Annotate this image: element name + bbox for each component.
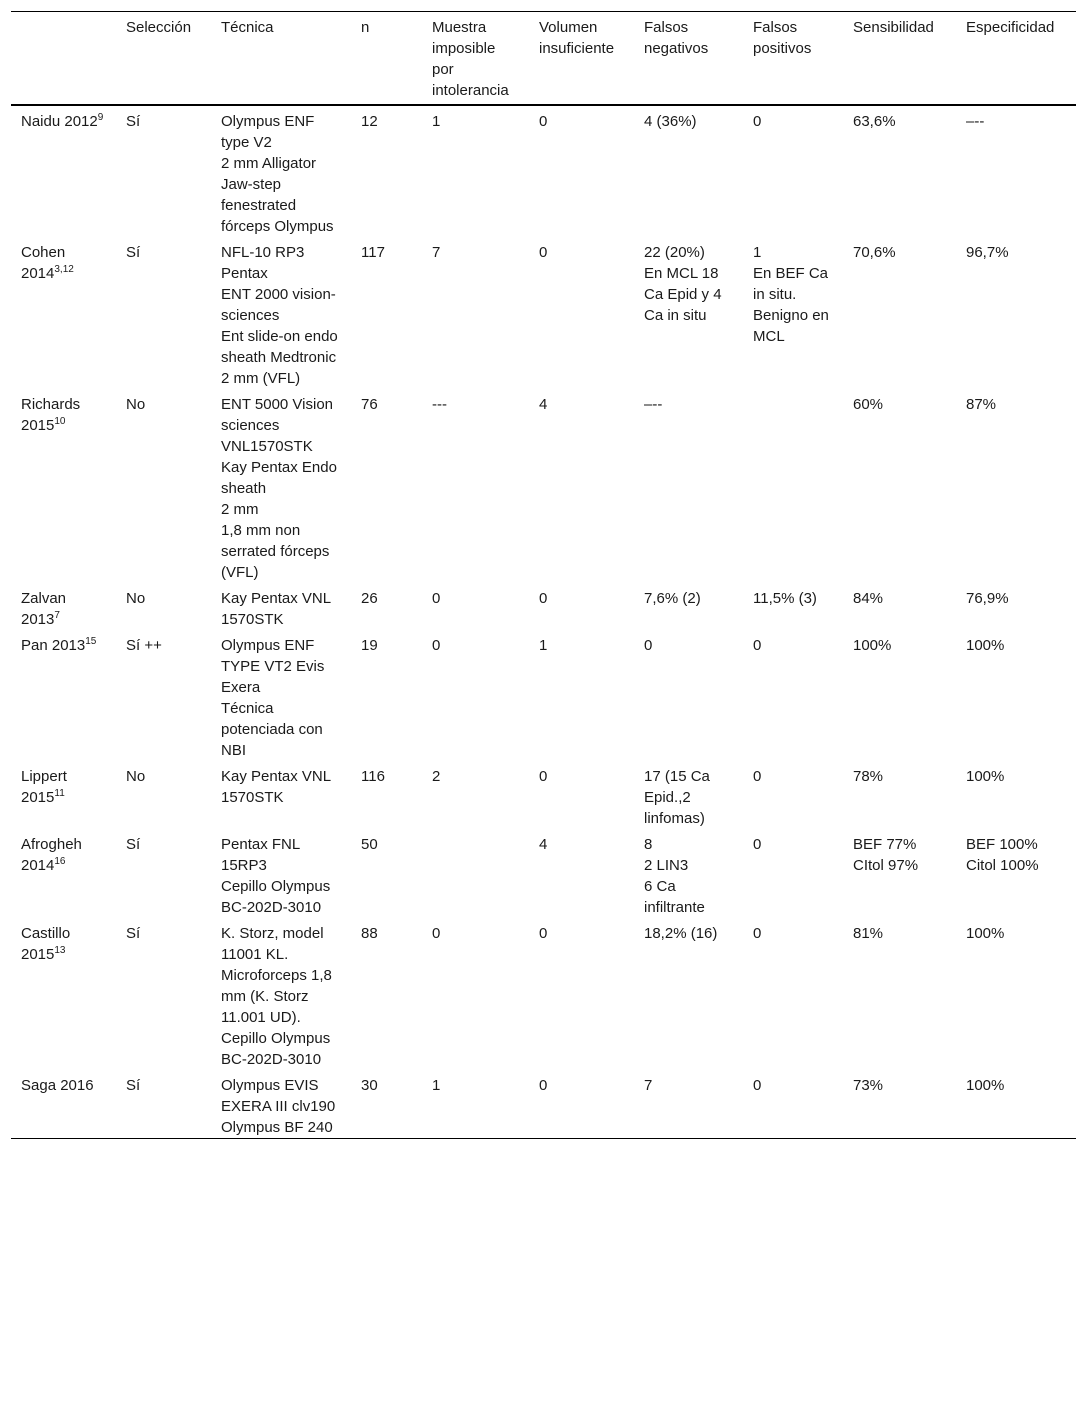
sensibilidad-cell <box>843 237 956 389</box>
tecnica-cell <box>211 105 351 237</box>
n-cell: 50 <box>361 836 378 853</box>
falsos-negativos-cell-line: En MCL 18 Ca Epid y 4 Ca in situ <box>644 265 722 324</box>
tecnica-cell <box>211 630 351 761</box>
volumen-cell: 0 <box>539 1077 548 1094</box>
tecnica-cell-line: Ent slide-on endo sheath Medtronic <box>221 328 338 366</box>
tecnica-cell-line: 1,8 mm non serrated fórceps (VFL) <box>221 522 330 581</box>
table-body <box>11 105 1076 1139</box>
intolerancia-cell: 0 <box>432 590 441 607</box>
tecnica-cell-line: Kay Pentax VNL 1570STK <box>221 768 331 806</box>
reference-number: 9 <box>97 112 104 123</box>
study-name: Pan 2013 <box>21 637 86 654</box>
intolerancia-cell: 0 <box>432 925 441 942</box>
column-header: n <box>361 19 370 36</box>
falsos-positivos-cell <box>743 1070 843 1139</box>
falsos-negativos-cell <box>634 1070 743 1139</box>
especificidad-cell-line: Citol 100% <box>966 857 1039 874</box>
n-cell: 117 <box>361 244 385 261</box>
falsos-positivos-cell-line: 0 <box>753 836 762 853</box>
especificidad-cell-line: 96,7% <box>966 244 1009 261</box>
tecnica-cell-line: Olympus ENF TYPE VT2 Evis Exera <box>221 637 325 696</box>
study-name: Lippert 2015 <box>21 768 67 806</box>
sensibilidad-cell <box>843 389 956 583</box>
falsos-positivos-cell-line: 0 <box>753 925 762 942</box>
study-name: Castillo 2015 <box>21 925 71 963</box>
falsos-positivos-cell <box>743 918 843 1070</box>
volumen-cell: 0 <box>539 768 548 785</box>
tecnica-cell <box>211 829 351 918</box>
falsos-negativos-cell-line: 7,6% (2) <box>644 590 701 607</box>
tecnica-cell-line: Olympus ENF type V2 <box>221 113 315 151</box>
study-cell <box>11 389 116 583</box>
intolerancia-cell <box>422 829 529 918</box>
intolerancia-cell: --- <box>432 396 447 413</box>
tecnica-cell-line: Microforceps 1,8 mm (K. Storz 11.001 UD). <box>221 967 332 1026</box>
tecnica-cell-line: 2 mm Alligator Jaw-step fenestrated fórceps Olympus <box>221 155 334 235</box>
falsos-positivos-cell-line: 0 <box>753 1077 762 1094</box>
sensibilidad-cell <box>843 829 956 918</box>
falsos-negativos-cell-line: 4 (36%) <box>644 113 697 130</box>
tecnica-cell-line: Pentax FNL 15RP3 <box>221 836 300 874</box>
reference-number: 7 <box>54 610 60 621</box>
study-cell <box>11 829 116 918</box>
study-name: Cohen 2014 <box>21 244 66 282</box>
falsos-negativos-cell-line: 22 (20%) <box>644 244 705 261</box>
sensibilidad-cell-line: 81% <box>853 925 884 942</box>
seleccion-cell: Sí ++ <box>126 637 162 654</box>
especificidad-cell-line: BEF 100% <box>966 836 1038 853</box>
study-cell <box>11 918 116 1070</box>
sensibilidad-cell-line: 100% <box>853 637 892 654</box>
falsos-negativos-cell <box>634 918 743 1070</box>
tecnica-cell <box>211 918 351 1070</box>
falsos-positivos-cell <box>743 105 843 237</box>
seleccion-cell: Sí <box>126 244 141 261</box>
especificidad-cell <box>956 1070 1076 1139</box>
intolerancia-cell: 2 <box>432 768 441 785</box>
volumen-cell: 4 <box>539 396 548 413</box>
table-container <box>11 11 1076 1139</box>
sensibilidad-cell-line: 63,6% <box>853 113 896 130</box>
tecnica-cell <box>211 583 351 630</box>
study-cell <box>11 1070 116 1139</box>
sensibilidad-cell-line: 84% <box>853 590 884 607</box>
tecnica-cell-line: Olympus BF 240 <box>221 1119 333 1136</box>
sensibilidad-cell <box>843 918 956 1070</box>
reference-number: 10 <box>54 416 66 427</box>
table-row <box>11 829 1076 918</box>
seleccion-cell: No <box>126 590 146 607</box>
falsos-negativos-cell-line: –-- <box>644 396 663 413</box>
tecnica-cell-line: ENT 5000 Vision sciences VNL1570STK Kay Pentax Endo sheath <box>221 396 337 497</box>
falsos-negativos-cell <box>634 829 743 918</box>
falsos-positivos-cell-line: 1 <box>753 244 762 261</box>
sensibilidad-cell <box>843 761 956 829</box>
especificidad-cell-line: –-- <box>966 113 985 130</box>
sensibilidad-cell-line: 60% <box>853 396 884 413</box>
falsos-negativos-cell-line: 18,2% (16) <box>644 925 718 942</box>
table-row <box>11 237 1076 389</box>
tecnica-cell-line: 2 mm <box>221 501 259 518</box>
falsos-negativos-cell <box>634 630 743 761</box>
intolerancia-cell: 1 <box>432 113 441 130</box>
column-header: Falsos positivos <box>753 19 812 57</box>
falsos-positivos-cell <box>743 389 843 583</box>
seleccion-cell: No <box>126 396 146 413</box>
tecnica-cell-line: Olympus EVIS EXERA III clv190 <box>221 1077 336 1115</box>
seleccion-cell: Sí <box>126 1077 141 1094</box>
sensibilidad-cell <box>843 1070 956 1139</box>
sensibilidad-cell-line: 78% <box>853 768 884 785</box>
table-row <box>11 583 1076 630</box>
especificidad-cell <box>956 829 1076 918</box>
n-cell: 26 <box>361 590 378 607</box>
falsos-positivos-cell <box>743 583 843 630</box>
falsos-negativos-cell <box>634 761 743 829</box>
tecnica-cell-line: Kay Pentax VNL 1570STK <box>221 590 331 628</box>
falsos-negativos-cell-line: 0 <box>644 637 653 654</box>
especificidad-cell <box>956 918 1076 1070</box>
falsos-positivos-cell-line: 11,5% (3) <box>753 590 817 607</box>
seleccion-cell: No <box>126 768 146 785</box>
especificidad-cell <box>956 761 1076 829</box>
reference-number: 16 <box>54 856 66 867</box>
n-cell: 116 <box>361 768 385 785</box>
especificidad-cell-line: 100% <box>966 1077 1005 1094</box>
falsos-positivos-cell-line: En BEF Ca in situ. Benigno en MCL <box>753 265 829 345</box>
column-header: Falsos negativos <box>644 19 709 57</box>
table-row <box>11 630 1076 761</box>
reference-number: 13 <box>54 945 66 956</box>
falsos-negativos-cell <box>634 105 743 237</box>
falsos-positivos-cell-line: 0 <box>753 637 762 654</box>
table-row <box>11 918 1076 1070</box>
falsos-negativos-cell-line: 7 <box>644 1077 653 1094</box>
especificidad-cell <box>956 105 1076 237</box>
falsos-negativos-cell <box>634 237 743 389</box>
especificidad-cell <box>956 630 1076 761</box>
intolerancia-cell: 7 <box>432 244 441 261</box>
table-row <box>11 1070 1076 1139</box>
study-name: Zalvan 2013 <box>21 590 67 628</box>
volumen-cell: 1 <box>539 637 548 654</box>
tecnica-cell-line: Técnica potenciada con NBI <box>221 700 323 759</box>
reference-number: 11 <box>54 788 65 799</box>
falsos-positivos-cell <box>743 630 843 761</box>
study-cell <box>11 105 116 237</box>
column-header <box>11 12 116 106</box>
volumen-cell: 0 <box>539 244 548 261</box>
intolerancia-cell: 1 <box>432 1077 441 1094</box>
tecnica-cell-line: Cepillo Olympus BC-202D-3010 <box>221 878 331 916</box>
falsos-negativos-cell <box>634 389 743 583</box>
column-header: Especificidad <box>966 19 1055 36</box>
n-cell: 12 <box>361 113 378 130</box>
especificidad-cell <box>956 389 1076 583</box>
table-row <box>11 389 1076 583</box>
table-row <box>11 761 1076 829</box>
header-row <box>11 12 1076 106</box>
tecnica-cell-line: 2 mm (VFL) <box>221 370 301 387</box>
especificidad-cell-line: 76,9% <box>966 590 1009 607</box>
study-name: Afrogheh 2014 <box>21 836 82 874</box>
volumen-cell: 4 <box>539 836 548 853</box>
falsos-positivos-cell-line: 0 <box>753 113 762 130</box>
n-cell: 30 <box>361 1077 378 1094</box>
n-cell: 88 <box>361 925 378 942</box>
sensibilidad-cell-line: 70,6% <box>853 244 896 261</box>
seleccion-cell: Sí <box>126 925 141 942</box>
tecnica-cell-line: Cepillo Olympus BC-202D-3010 <box>221 1030 331 1068</box>
especificidad-cell-line: 100% <box>966 637 1005 654</box>
n-cell: 76 <box>361 396 378 413</box>
volumen-cell: 0 <box>539 113 548 130</box>
falsos-negativos-cell-line: 2 LIN3 <box>644 857 689 874</box>
especificidad-cell-line: 87% <box>966 396 997 413</box>
column-header: Sensibilidad <box>853 19 934 36</box>
sensibilidad-cell <box>843 583 956 630</box>
sensibilidad-cell <box>843 630 956 761</box>
column-header: Muestra imposible por intolerancia <box>432 19 509 99</box>
tecnica-cell <box>211 1070 351 1139</box>
tecnica-cell-line: K. Storz, model 11001 KL. <box>221 925 324 963</box>
falsos-negativos-cell-line: 17 (15 Ca Epid.,2 linfomas) <box>644 768 710 827</box>
study-cell <box>11 761 116 829</box>
seleccion-cell: Sí <box>126 113 141 130</box>
falsos-negativos-cell-line: 8 <box>644 836 653 853</box>
especificidad-cell-line: 100% <box>966 925 1005 942</box>
falsos-negativos-cell-line: 6 Ca infiltrante <box>644 878 705 916</box>
sensibilidad-cell-line: BEF 77% <box>853 836 917 853</box>
tecnica-cell-line: ENT 2000 vision-sciences <box>221 286 336 324</box>
especificidad-cell-line: 100% <box>966 768 1005 785</box>
volumen-cell: 0 <box>539 925 548 942</box>
falsos-positivos-cell <box>743 237 843 389</box>
tecnica-cell <box>211 237 351 389</box>
falsos-positivos-cell-line: 0 <box>753 768 762 785</box>
falsos-positivos-cell <box>743 829 843 918</box>
study-name: Richards 2015 <box>21 396 81 434</box>
tecnica-cell <box>211 389 351 583</box>
sensibilidad-cell <box>843 105 956 237</box>
column-header: Técnica <box>221 19 274 36</box>
tecnica-cell <box>211 761 351 829</box>
volumen-cell: 0 <box>539 590 548 607</box>
especificidad-cell <box>956 237 1076 389</box>
especificidad-cell <box>956 583 1076 630</box>
study-name: Saga 2016 <box>21 1077 94 1094</box>
column-header: Volumen insuficiente <box>539 19 615 57</box>
reference-number: 3,12 <box>54 264 74 275</box>
reference-number: 15 <box>85 636 97 647</box>
study-cell <box>11 237 116 389</box>
seleccion-cell: Sí <box>126 836 141 853</box>
falsos-negativos-cell <box>634 583 743 630</box>
column-header: Selección <box>126 19 192 36</box>
tecnica-cell-line: NFL-10 RP3 Pentax <box>221 244 305 282</box>
sensibilidad-cell-line: CItol 97% <box>853 857 919 874</box>
sensibilidad-cell-line: 73% <box>853 1077 884 1094</box>
intolerancia-cell: 0 <box>432 637 441 654</box>
studies-table <box>11 11 1076 1139</box>
n-cell: 19 <box>361 637 378 654</box>
table-row <box>11 105 1076 237</box>
study-name: Naidu 2012 <box>21 113 98 130</box>
falsos-positivos-cell <box>743 761 843 829</box>
study-cell <box>11 583 116 630</box>
study-cell <box>11 630 116 761</box>
